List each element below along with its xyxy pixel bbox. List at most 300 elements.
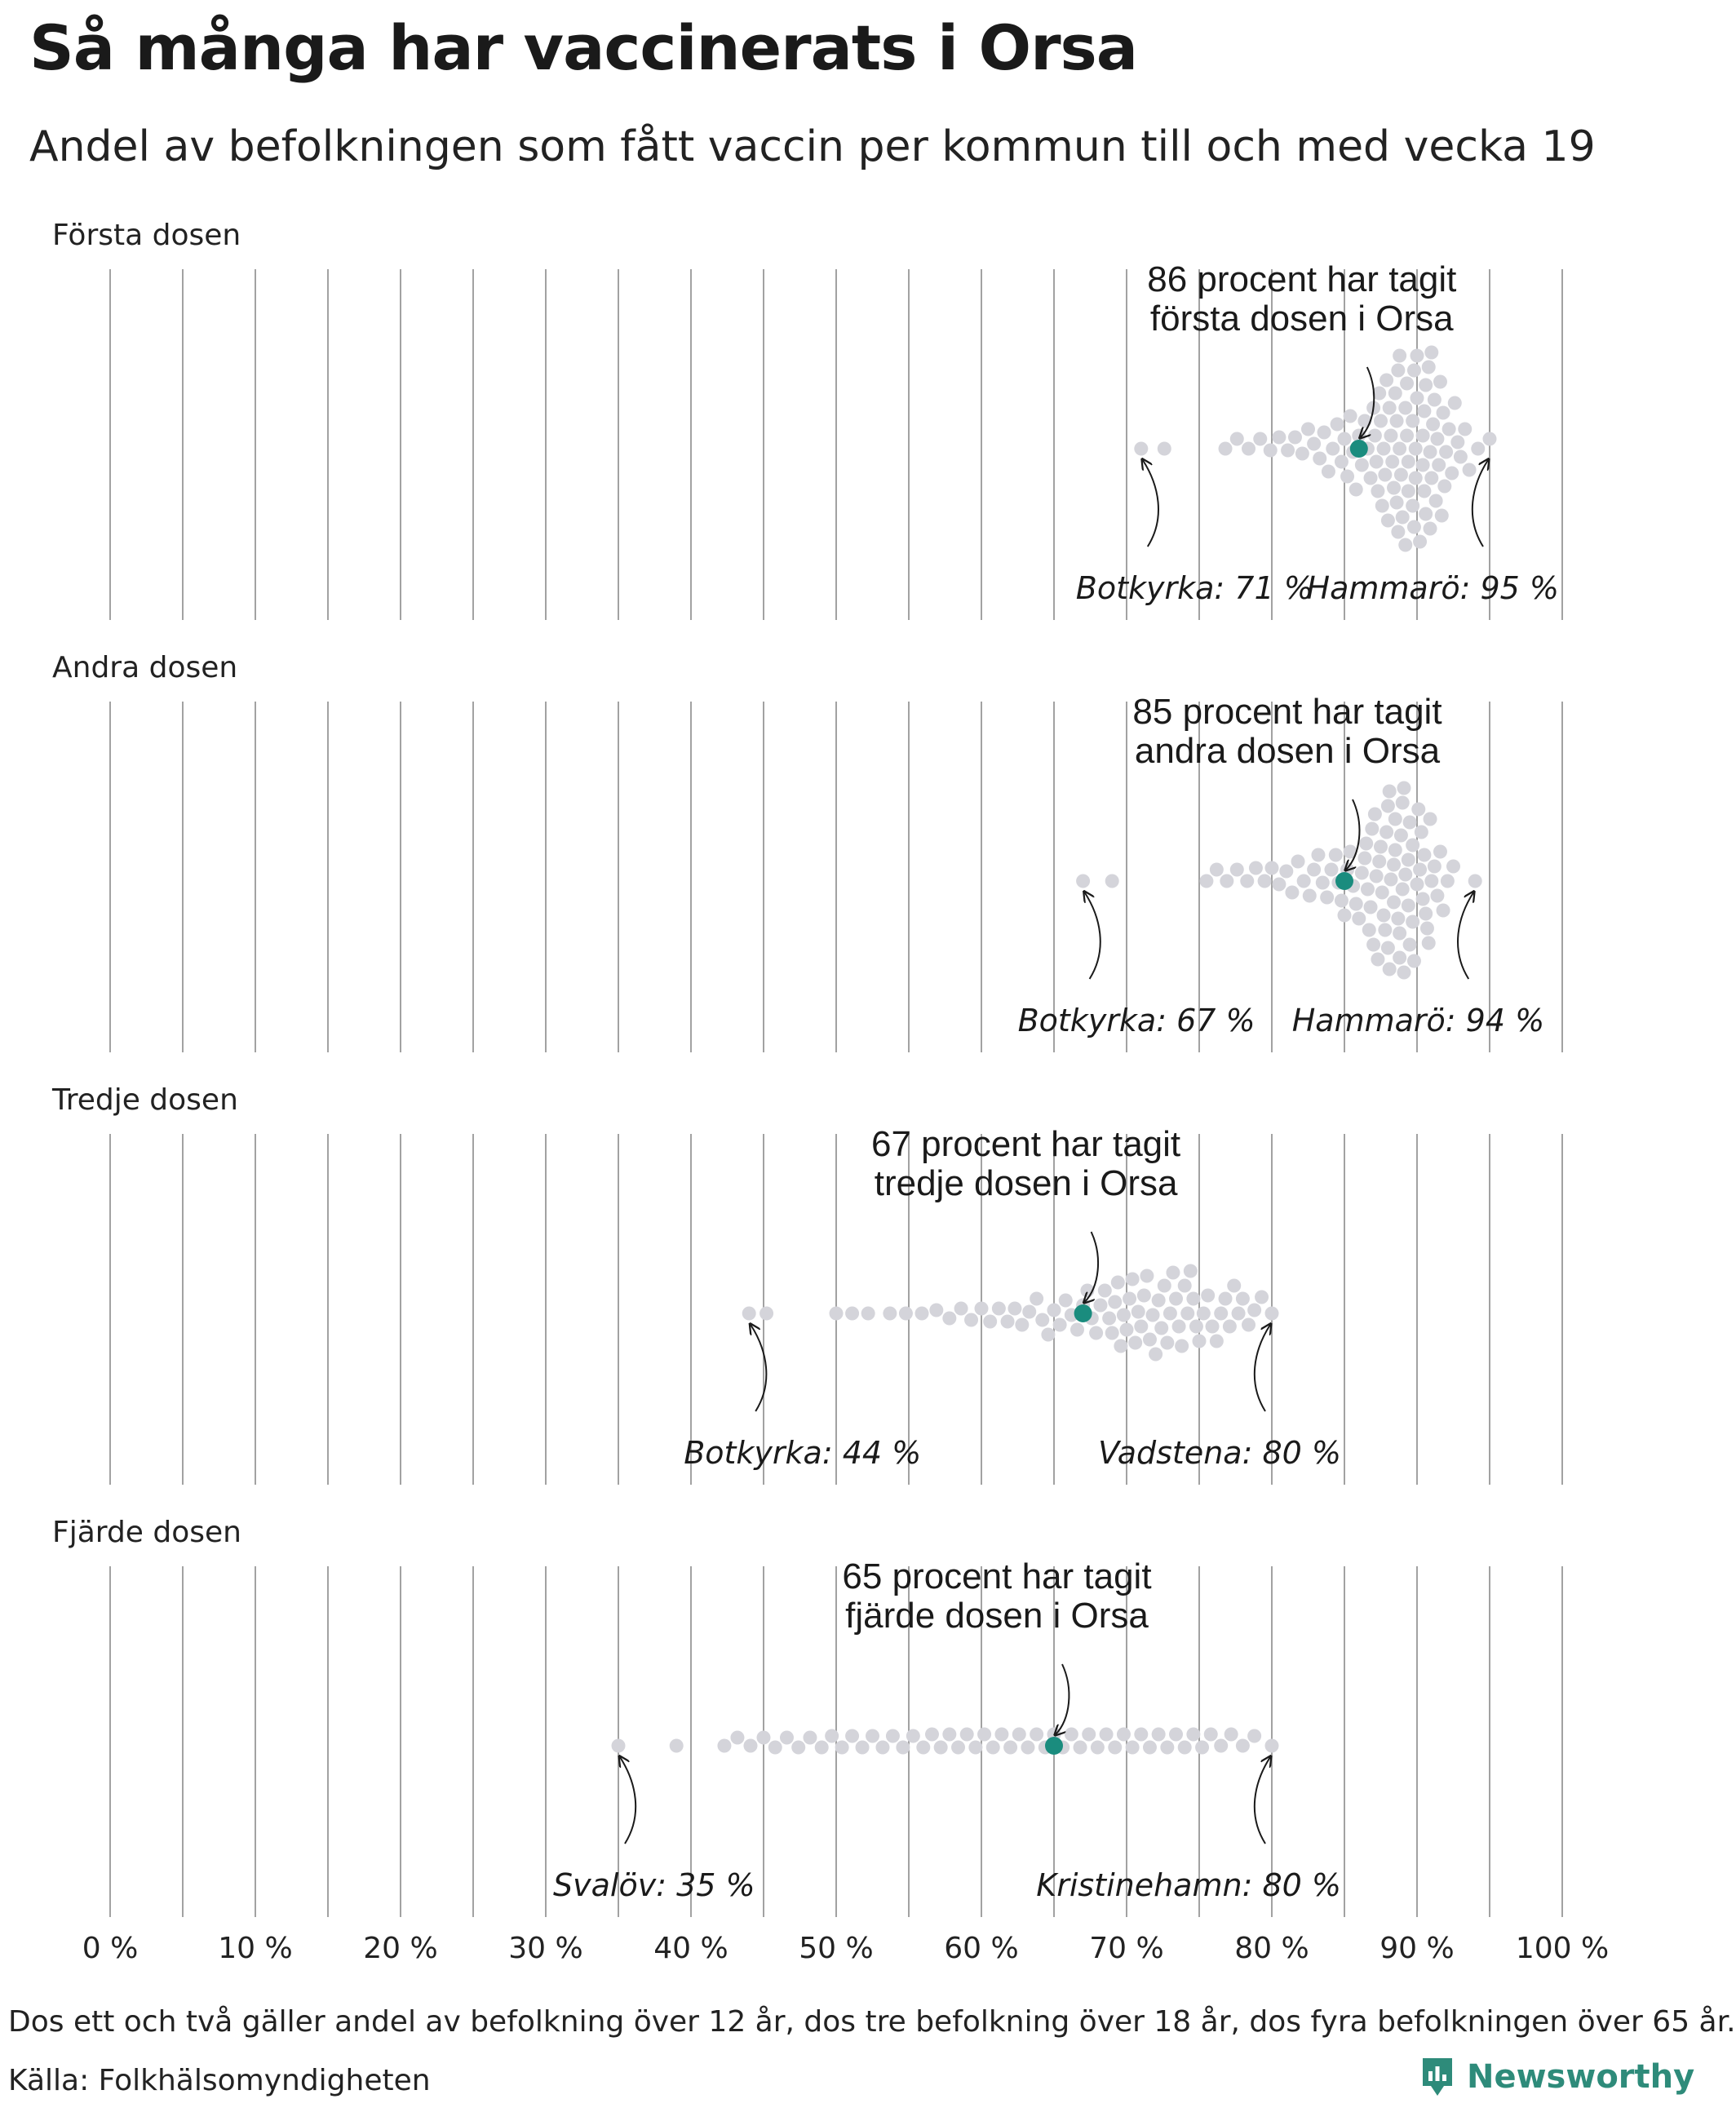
municipality-dot bbox=[1391, 912, 1405, 926]
municipality-dot bbox=[1146, 1308, 1160, 1322]
municipality-dot bbox=[1383, 963, 1397, 976]
municipality-dot bbox=[1366, 938, 1380, 952]
municipality-dot bbox=[1265, 861, 1279, 875]
municipality-dot bbox=[1374, 840, 1388, 854]
municipality-dot bbox=[1424, 522, 1437, 536]
municipality-dot bbox=[1424, 445, 1437, 459]
municipality-dot bbox=[1390, 496, 1404, 510]
municipality-dot bbox=[906, 1729, 920, 1743]
panel-1 bbox=[52, 219, 1562, 620]
municipality-dot bbox=[1320, 891, 1334, 905]
municipality-dot bbox=[1134, 442, 1148, 456]
municipality-dot bbox=[916, 1741, 930, 1755]
municipality-dot bbox=[1030, 1292, 1043, 1306]
municipality-dot bbox=[742, 1307, 756, 1321]
municipality-dot bbox=[1424, 875, 1438, 888]
municipality-dot bbox=[1189, 1320, 1203, 1334]
municipality-dot bbox=[986, 1741, 1000, 1755]
municipality-dot bbox=[899, 1307, 913, 1321]
municipality-dot bbox=[1372, 855, 1386, 869]
municipality-dot bbox=[1128, 1336, 1142, 1350]
municipality-dot bbox=[942, 1728, 956, 1742]
municipality-dot bbox=[1419, 507, 1433, 521]
x-tick-label: 60 % bbox=[944, 1932, 1019, 1965]
municipality-dot bbox=[1102, 1312, 1116, 1326]
municipality-dot bbox=[1313, 452, 1326, 466]
municipality-dot bbox=[1210, 1335, 1224, 1348]
municipality-dot bbox=[960, 1728, 974, 1742]
municipality-dot bbox=[1247, 1304, 1261, 1317]
municipality-dot bbox=[1074, 1741, 1087, 1755]
municipality-dot bbox=[1398, 868, 1412, 882]
municipality-dot bbox=[1435, 509, 1449, 523]
municipality-dot bbox=[1422, 937, 1436, 950]
municipality-dot bbox=[1204, 1728, 1218, 1742]
municipality-dot bbox=[1468, 875, 1482, 888]
municipality-dot bbox=[1355, 458, 1369, 472]
municipality-dot bbox=[1441, 875, 1455, 888]
panel-4 bbox=[52, 1516, 1562, 1917]
annotation-label: Kristinehamn: 80 % bbox=[1036, 1867, 1341, 1903]
panel-label: Fjärde dosen bbox=[52, 1516, 241, 1549]
panel-label: Första dosen bbox=[52, 219, 241, 252]
municipality-dot bbox=[875, 1741, 889, 1755]
municipality-dot bbox=[1362, 923, 1376, 937]
municipality-dot bbox=[1403, 938, 1417, 952]
municipality-dot bbox=[1253, 432, 1267, 446]
municipality-dot bbox=[1303, 889, 1317, 903]
municipality-dot bbox=[934, 1741, 948, 1755]
annotation-label: Hammarö: 95 % bbox=[1306, 570, 1559, 606]
municipality-dot bbox=[1430, 889, 1444, 903]
municipality-dot bbox=[1001, 1315, 1015, 1329]
highlight-label: första dosen i Orsa bbox=[1149, 299, 1454, 339]
municipality-dot bbox=[1030, 1728, 1043, 1742]
municipality-dot bbox=[886, 1729, 900, 1743]
municipality-dot bbox=[730, 1731, 744, 1745]
beeswarm-chart bbox=[0, 204, 1671, 1999]
municipality-dot bbox=[1437, 904, 1450, 918]
municipality-dot bbox=[951, 1741, 965, 1755]
municipality-dot bbox=[1378, 923, 1392, 937]
annotation-arrow bbox=[620, 1757, 636, 1844]
municipality-dot bbox=[1338, 432, 1352, 446]
municipality-dot bbox=[1344, 410, 1357, 423]
municipality-dot bbox=[1381, 799, 1395, 813]
municipality-dot bbox=[1331, 418, 1344, 432]
municipality-dot bbox=[1210, 863, 1224, 877]
municipality-dot bbox=[1406, 499, 1419, 513]
municipality-dot bbox=[1201, 1289, 1215, 1303]
highlight-arrow bbox=[1056, 1664, 1069, 1734]
municipality-dot bbox=[1035, 1313, 1049, 1327]
municipality-dot bbox=[1458, 423, 1472, 436]
municipality-dot bbox=[1409, 442, 1423, 456]
municipality-dot bbox=[942, 1312, 956, 1326]
municipality-dot bbox=[1098, 1284, 1112, 1298]
municipality-dot bbox=[1391, 364, 1405, 378]
municipality-dot bbox=[1279, 865, 1293, 879]
municipality-dot bbox=[1158, 1279, 1171, 1293]
annotation-label: Svalöv: 35 % bbox=[553, 1867, 755, 1903]
municipality-dot bbox=[1223, 1320, 1237, 1334]
municipality-dot bbox=[1446, 860, 1460, 874]
x-tick-label: 80 % bbox=[1234, 1932, 1309, 1965]
highlight-label: 86 procent har tagit bbox=[1147, 259, 1457, 299]
municipality-dot bbox=[1400, 429, 1414, 443]
municipality-dot bbox=[1160, 1741, 1174, 1755]
municipality-dot bbox=[1409, 472, 1423, 485]
municipality-dot bbox=[1047, 1304, 1061, 1317]
annotation-label: Vadstena: 80 % bbox=[1098, 1435, 1341, 1471]
municipality-dot bbox=[975, 1302, 989, 1316]
municipality-dot bbox=[1247, 1729, 1261, 1743]
municipality-dot bbox=[1285, 886, 1299, 900]
municipality-dot bbox=[1417, 485, 1431, 498]
municipality-dot bbox=[1272, 878, 1286, 892]
municipality-dot bbox=[915, 1307, 929, 1321]
municipality-dot bbox=[1407, 954, 1421, 968]
municipality-dot bbox=[1428, 860, 1442, 874]
municipality-dot bbox=[1442, 423, 1456, 436]
municipality-dot bbox=[1471, 442, 1485, 456]
municipality-dot bbox=[1041, 1328, 1055, 1342]
x-tick-label: 30 % bbox=[508, 1932, 583, 1965]
municipality-dot bbox=[1178, 1279, 1192, 1293]
x-tick-label: 0 % bbox=[82, 1932, 139, 1965]
municipality-dot bbox=[743, 1739, 757, 1753]
municipality-dot bbox=[1424, 346, 1438, 360]
municipality-dot bbox=[1197, 1307, 1211, 1321]
municipality-dot bbox=[964, 1313, 978, 1327]
municipality-dot bbox=[1295, 447, 1309, 461]
municipality-dot bbox=[1402, 853, 1415, 867]
municipality-dot bbox=[1396, 883, 1410, 897]
municipality-dot bbox=[1375, 886, 1389, 900]
x-tick-label: 40 % bbox=[653, 1932, 728, 1965]
municipality-dot bbox=[1265, 1739, 1279, 1753]
municipality-dot bbox=[1169, 1728, 1183, 1742]
x-tick-label: 50 % bbox=[799, 1932, 874, 1965]
municipality-dot bbox=[1416, 429, 1430, 443]
highlight-label: 67 procent har tagit bbox=[871, 1124, 1181, 1164]
municipality-dot bbox=[1219, 1292, 1233, 1306]
municipality-dot bbox=[1316, 876, 1330, 890]
municipality-dot bbox=[1236, 1292, 1250, 1306]
municipality-dot bbox=[1406, 839, 1419, 852]
municipality-dot bbox=[1352, 912, 1366, 926]
municipality-dot bbox=[1335, 455, 1348, 469]
municipality-dot bbox=[1053, 1318, 1067, 1332]
municipality-dot bbox=[1264, 444, 1278, 458]
municipality-dot bbox=[1349, 483, 1363, 497]
municipality-dot bbox=[983, 1315, 997, 1329]
municipality-dot bbox=[1154, 1322, 1168, 1335]
annotation-label: Botkyrka: 71 % bbox=[1075, 570, 1313, 606]
municipality-dot bbox=[1219, 442, 1233, 456]
municipality-dot bbox=[1355, 866, 1369, 880]
municipality-dot bbox=[1411, 803, 1425, 817]
municipality-dot bbox=[1291, 855, 1305, 869]
municipality-dot bbox=[1410, 878, 1424, 892]
municipality-dot bbox=[1387, 858, 1401, 872]
municipality-dot bbox=[1407, 520, 1421, 534]
municipality-dot bbox=[1394, 829, 1408, 843]
x-tick-label: 100 % bbox=[1515, 1932, 1610, 1965]
municipality-dot bbox=[1220, 875, 1233, 888]
municipality-dot bbox=[1311, 848, 1325, 862]
municipality-dot bbox=[1413, 863, 1427, 877]
municipality-dot bbox=[1143, 1333, 1157, 1347]
municipality-dot bbox=[1445, 467, 1459, 480]
municipality-dot bbox=[1186, 1728, 1200, 1742]
municipality-dot bbox=[1307, 437, 1321, 451]
municipality-dot bbox=[1008, 1302, 1021, 1316]
municipality-dot bbox=[1249, 861, 1263, 875]
municipality-dot bbox=[1186, 1292, 1200, 1306]
municipality-dot bbox=[1143, 1741, 1157, 1755]
municipality-dot bbox=[1105, 875, 1119, 888]
municipality-dot bbox=[1089, 1326, 1103, 1340]
municipality-dot bbox=[1420, 922, 1434, 936]
municipality-dot bbox=[1160, 1336, 1174, 1350]
municipality-dot bbox=[1184, 1264, 1198, 1278]
municipality-dot bbox=[1301, 423, 1315, 436]
municipality-dot bbox=[612, 1739, 626, 1753]
municipality-dot bbox=[1093, 1299, 1107, 1313]
municipality-dot bbox=[780, 1731, 794, 1745]
municipality-dot bbox=[670, 1739, 684, 1753]
orsa-highlight-dot bbox=[1074, 1304, 1092, 1322]
municipality-dot bbox=[1396, 796, 1410, 810]
municipality-dot bbox=[1111, 1276, 1125, 1290]
municipality-dot bbox=[1361, 883, 1375, 897]
municipality-dot bbox=[1424, 472, 1438, 485]
municipality-dot bbox=[1393, 442, 1406, 456]
municipality-dot bbox=[1255, 1291, 1269, 1304]
municipality-dot bbox=[760, 1307, 773, 1321]
municipality-dot bbox=[1407, 364, 1421, 378]
municipality-dot bbox=[1424, 813, 1437, 826]
municipality-dot bbox=[1335, 894, 1348, 908]
municipality-dot bbox=[1371, 953, 1384, 967]
municipality-dot bbox=[1329, 848, 1343, 862]
municipality-dot bbox=[1397, 966, 1410, 980]
municipality-dot bbox=[1003, 1741, 1017, 1755]
municipality-dot bbox=[1393, 927, 1406, 941]
municipality-dot bbox=[1172, 1320, 1186, 1334]
municipality-dot bbox=[1199, 875, 1213, 888]
orsa-highlight-dot bbox=[1335, 872, 1353, 890]
municipality-dot bbox=[845, 1307, 859, 1321]
highlight-label: fjärde dosen i Orsa bbox=[845, 1596, 1149, 1636]
municipality-dot bbox=[968, 1741, 982, 1755]
municipality-dot bbox=[1428, 393, 1442, 407]
municipality-dot bbox=[1288, 431, 1302, 445]
municipality-dot bbox=[1402, 899, 1415, 913]
municipality-dot bbox=[1380, 826, 1393, 839]
municipality-dot bbox=[1483, 432, 1497, 446]
municipality-dot bbox=[1175, 1339, 1189, 1353]
municipality-dot bbox=[1390, 414, 1404, 428]
x-tick-label: 90 % bbox=[1380, 1932, 1455, 1965]
municipality-dot bbox=[1236, 1739, 1250, 1753]
municipality-dot bbox=[1214, 1307, 1228, 1321]
municipality-dot bbox=[1410, 349, 1424, 363]
municipality-dot bbox=[1091, 1741, 1105, 1755]
municipality-dot bbox=[1240, 875, 1254, 888]
municipality-dot bbox=[1082, 1728, 1096, 1742]
municipality-dot bbox=[1140, 1269, 1154, 1283]
municipality-dot bbox=[1378, 468, 1392, 482]
municipality-dot bbox=[1108, 1741, 1122, 1755]
municipality-dot bbox=[992, 1302, 1006, 1316]
municipality-dot bbox=[1426, 418, 1440, 432]
municipality-dot bbox=[1227, 1279, 1241, 1293]
municipality-dot bbox=[1070, 1323, 1084, 1337]
municipality-dot bbox=[1433, 375, 1447, 389]
orsa-highlight-dot bbox=[1350, 440, 1368, 458]
municipality-dot bbox=[1432, 458, 1446, 472]
municipality-dot bbox=[1380, 374, 1393, 387]
municipality-dot bbox=[1149, 1348, 1162, 1362]
panel-label: Andra dosen bbox=[52, 651, 238, 684]
highlight-label: 85 procent har tagit bbox=[1132, 692, 1442, 732]
x-tick-label: 70 % bbox=[1089, 1932, 1164, 1965]
municipality-dot bbox=[1324, 863, 1338, 877]
municipality-dot bbox=[1450, 436, 1464, 449]
highlight-arrow bbox=[1346, 799, 1359, 870]
municipality-dot bbox=[768, 1741, 782, 1755]
municipality-dot bbox=[1307, 863, 1321, 877]
municipality-dot bbox=[1357, 414, 1371, 428]
annotation-arrow bbox=[1255, 1757, 1270, 1844]
annotation-arrow bbox=[1085, 892, 1100, 979]
chart-title: Så många har vaccinerats i Orsa bbox=[29, 11, 1138, 84]
highlight-label: andra dosen i Orsa bbox=[1134, 731, 1441, 771]
municipality-dot bbox=[1242, 1318, 1256, 1332]
municipality-dot bbox=[929, 1304, 943, 1317]
municipality-dot bbox=[791, 1741, 805, 1755]
municipality-dot bbox=[1258, 875, 1272, 888]
municipality-dot bbox=[1132, 1305, 1145, 1319]
municipality-dot bbox=[1400, 377, 1414, 391]
municipality-dot bbox=[1374, 414, 1388, 428]
municipality-dot bbox=[1377, 442, 1391, 456]
chart-subtitle: Andel av befolkningen som fått vaccin per kommun till och med vecka 19 bbox=[29, 122, 1596, 171]
panel-label: Tredje dosen bbox=[52, 1083, 238, 1117]
municipality-dot bbox=[1137, 1289, 1151, 1303]
municipality-dot bbox=[835, 1741, 849, 1755]
municipality-dot bbox=[1195, 1741, 1209, 1755]
municipality-dot bbox=[1417, 405, 1431, 418]
municipality-dot bbox=[845, 1729, 859, 1743]
municipality-dot bbox=[1388, 813, 1402, 826]
municipality-dot bbox=[815, 1741, 829, 1755]
municipality-dot bbox=[1015, 1318, 1029, 1332]
municipality-dot bbox=[1338, 909, 1352, 923]
municipality-dot bbox=[1403, 816, 1417, 830]
municipality-dot bbox=[1419, 379, 1433, 392]
municipality-dot bbox=[1242, 442, 1256, 456]
municipality-dot bbox=[1230, 863, 1244, 877]
municipality-dot bbox=[925, 1728, 939, 1742]
annotation-label: Hammarö: 94 % bbox=[1291, 1003, 1545, 1038]
municipality-dot bbox=[1396, 511, 1410, 525]
municipality-dot bbox=[1385, 455, 1399, 469]
municipality-dot bbox=[1169, 1292, 1183, 1306]
municipality-dot bbox=[1383, 401, 1397, 415]
municipality-dot bbox=[1387, 481, 1401, 495]
municipality-dot bbox=[1123, 1292, 1136, 1306]
municipality-dot bbox=[1402, 485, 1415, 498]
municipality-dot bbox=[1370, 455, 1384, 469]
municipality-dot bbox=[1126, 1741, 1140, 1755]
municipality-dot bbox=[1388, 844, 1402, 857]
municipality-dot bbox=[1381, 941, 1395, 955]
municipality-dot bbox=[1134, 1320, 1148, 1334]
footnote: Dos ett och två gäller andel av befolkning över 12 år, dos tre befolkning över 18 år, dos fyra befolkningen över 65 år. bbox=[8, 2005, 1736, 2039]
municipality-dot bbox=[1448, 396, 1462, 410]
municipality-dot bbox=[866, 1729, 879, 1743]
municipality-dot bbox=[1021, 1741, 1034, 1755]
municipality-dot bbox=[1117, 1728, 1131, 1742]
municipality-dot bbox=[717, 1739, 731, 1753]
municipality-dot bbox=[1100, 1728, 1114, 1742]
municipality-dot bbox=[1364, 901, 1378, 914]
annotation-arrow bbox=[1143, 460, 1158, 547]
municipality-dot bbox=[1410, 392, 1424, 405]
municipality-dot bbox=[1368, 429, 1382, 443]
municipality-dot bbox=[1370, 870, 1384, 883]
municipality-dot bbox=[1368, 808, 1382, 821]
municipality-dot bbox=[1359, 837, 1373, 851]
municipality-dot bbox=[1349, 897, 1363, 911]
brand-logo[interactable] bbox=[1419, 2052, 1694, 2101]
municipality-dot bbox=[1340, 470, 1354, 484]
annotation-arrow bbox=[1255, 1325, 1270, 1411]
municipality-dot bbox=[896, 1741, 910, 1755]
panel-3 bbox=[51, 1083, 1562, 1485]
municipality-dot bbox=[1430, 432, 1444, 446]
municipality-dot bbox=[1322, 465, 1335, 479]
municipality-dot bbox=[1391, 525, 1405, 539]
municipality-dot bbox=[1375, 499, 1389, 513]
panel-2 bbox=[52, 651, 1562, 1052]
municipality-dot bbox=[1406, 414, 1419, 428]
municipality-dot bbox=[954, 1302, 968, 1316]
municipality-dot bbox=[1318, 426, 1331, 440]
municipality-dot bbox=[1415, 826, 1428, 839]
municipality-dot bbox=[1357, 852, 1371, 866]
municipality-dot bbox=[1433, 845, 1447, 859]
municipality-dot bbox=[1158, 442, 1171, 456]
municipality-dot bbox=[1166, 1266, 1180, 1280]
municipality-dot bbox=[1178, 1741, 1192, 1755]
municipality-dot bbox=[1076, 875, 1090, 888]
highlight-label: 65 procent har tagit bbox=[842, 1556, 1152, 1596]
municipality-dot bbox=[1265, 1307, 1279, 1321]
municipality-dot bbox=[1393, 349, 1406, 363]
municipality-dot bbox=[1416, 892, 1430, 906]
municipality-dot bbox=[825, 1729, 839, 1743]
municipality-dot bbox=[1230, 432, 1244, 446]
municipality-dot bbox=[1463, 463, 1477, 477]
municipality-dot bbox=[861, 1307, 875, 1321]
municipality-dot bbox=[1381, 514, 1395, 528]
newsworthy-logo-icon bbox=[1419, 2055, 1455, 2099]
municipality-dot bbox=[1012, 1728, 1026, 1742]
